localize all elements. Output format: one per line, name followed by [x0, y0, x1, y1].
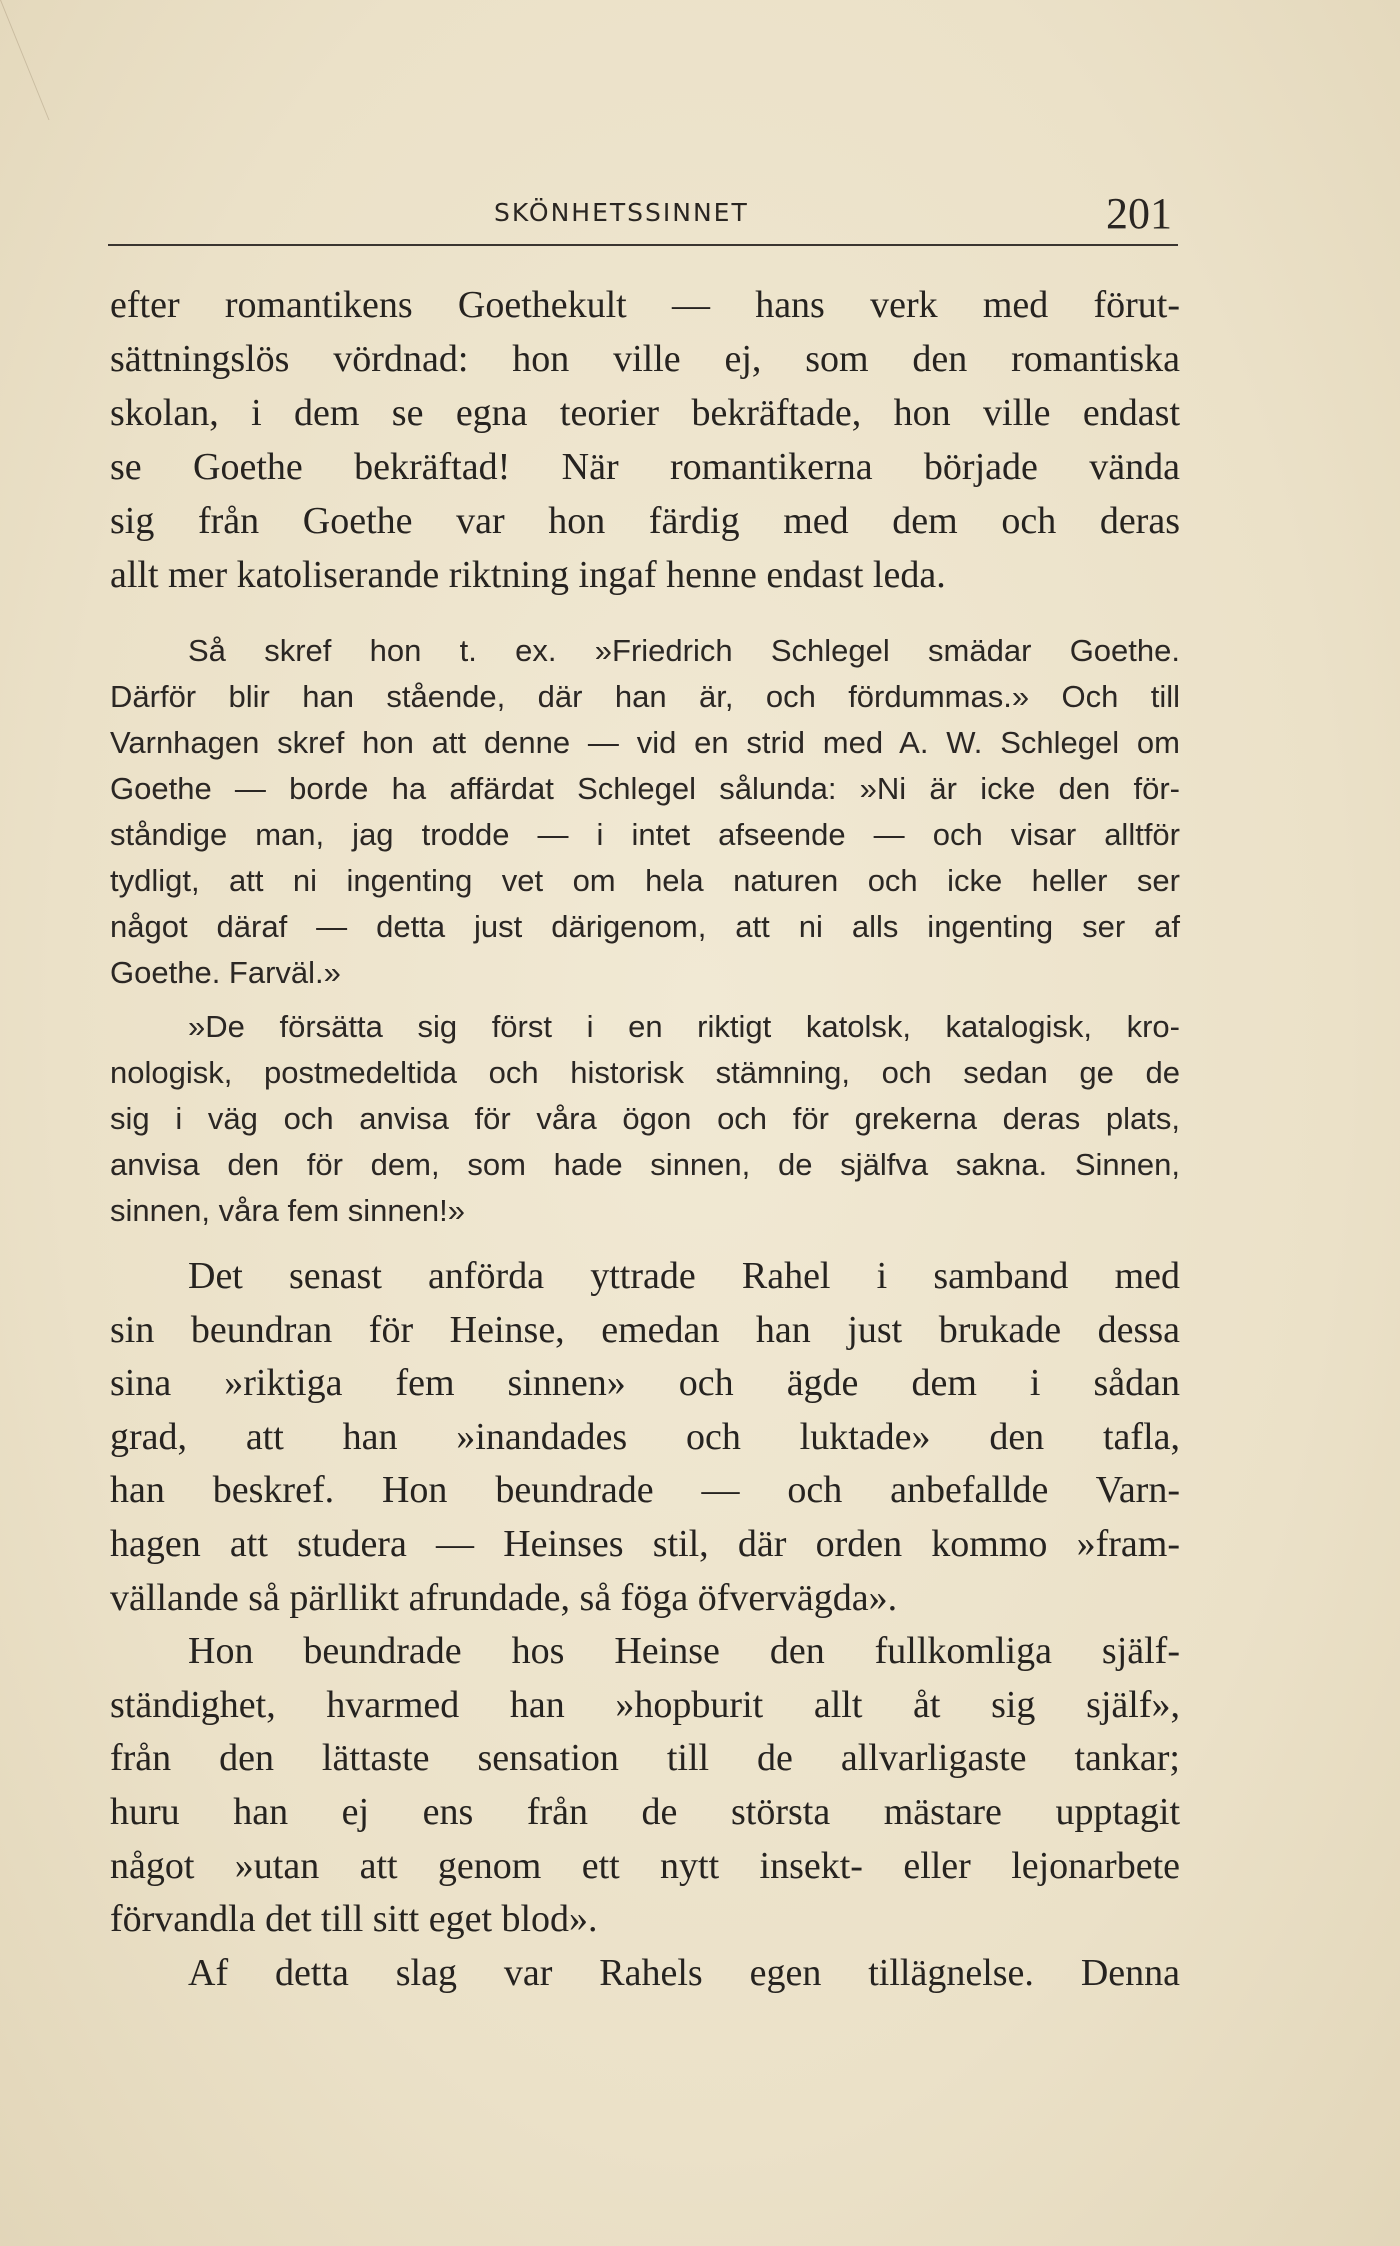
quote-line: Så skref hon t. ex. »Friedrich Schlegel smädar Goethe.: [188, 633, 1180, 668]
quote-line: nologisk, postmedeltida och historisk stämning, och sedan ge de: [110, 1055, 1180, 1090]
text-line: något »utan att genom ett nytt insekt- eller lejonarbete: [110, 1844, 1180, 1887]
running-title: SKÖNHETSSINNET: [494, 198, 749, 227]
quote-line: Varnhagen skref hon att denne — vid en strid med A. W. Schlegel om: [110, 725, 1180, 760]
text-line: från den lättaste sensation till de allvarligaste tankar;: [110, 1737, 1180, 1780]
quote-block-1: [110, 628, 1180, 996]
page-number: 201: [1106, 189, 1172, 238]
quote-line: ståndige man, jag trodde — i intet afseende — och visar alltför: [110, 817, 1180, 852]
quote-line: Därför blir han stående, där han är, och fördummas.» Och till: [110, 679, 1180, 714]
page-header: [108, 188, 1178, 246]
text-line: grad, att han »inandades och luktade» den tafla,: [110, 1415, 1180, 1458]
text-line: förvandla det till sitt eget blod».: [110, 1898, 598, 1941]
text-line: ständighet, hvarmed han »hopburit allt åt sig själf»,: [110, 1683, 1180, 1726]
text-line: Af detta slag var Rahels egen tillägnelse. Denna: [188, 1951, 1180, 1994]
paragraph-1: [110, 278, 1180, 602]
text-line: allt mer katoliserande riktning ingaf henne endast leda.: [110, 554, 946, 596]
text-line: se Goethe bekräftad! När romantikerna började vända: [110, 446, 1180, 488]
text-line: Det senast anförda yttrade Rahel i samband med: [188, 1255, 1180, 1297]
quote-line: sig i väg och anvisa för våra ögon och för grekerna deras plats,: [110, 1101, 1180, 1136]
paragraph-2: [110, 1250, 1180, 2000]
text-line: hagen att studera — Heinses stil, där orden kommo »fram-: [110, 1522, 1180, 1565]
quote-line: »De försätta sig först i en riktigt katolsk, katalogisk, kro-: [188, 1009, 1180, 1044]
text-line: han beskref. Hon beundrade — och anbefallde Varn-: [110, 1469, 1180, 1512]
quote-block-2: [110, 1004, 1180, 1234]
page-fold-mark: [0, 0, 119, 120]
text-line: sättningslös vördnad: hon ville ej, som den romantiska: [110, 338, 1180, 380]
text-line: efter romantikens Goethekult — hans verk med förut-: [110, 284, 1180, 326]
quote-line: Goethe — borde ha affärdat Schlegel sålunda: »Ni är icke den för-: [110, 771, 1180, 806]
text-line: vällande så pärllikt afrundade, så föga öfvervägda».: [110, 1576, 898, 1619]
text-line: sig från Goethe var hon färdig med dem och deras: [110, 500, 1180, 542]
text-line: skolan, i dem se egna teorier bekräftade, hon ville endast: [110, 392, 1180, 434]
quote-line: något däraf — detta just därigenom, att ni alls ingenting ser af: [110, 909, 1180, 944]
quote-line: anvisa den för dem, som hade sinnen, de själfva sakna. Sinnen,: [110, 1147, 1180, 1182]
quote-line: sinnen, våra fem sinnen!»: [110, 1193, 465, 1228]
text-line: sin beundran för Heinse, emedan han just brukade dessa: [110, 1308, 1180, 1351]
quote-line: tydligt, att ni ingenting vet om hela naturen och icke heller ser: [110, 863, 1180, 898]
text-line: sina »riktiga fem sinnen» och ägde dem i sådan: [110, 1362, 1180, 1405]
quote-line: Goethe. Farväl.»: [110, 955, 341, 990]
text-line: Hon beundrade hos Heinse den fullkomliga själf-: [188, 1630, 1180, 1673]
text-line: huru han ej ens från de största mästare upptagit: [110, 1790, 1180, 1833]
